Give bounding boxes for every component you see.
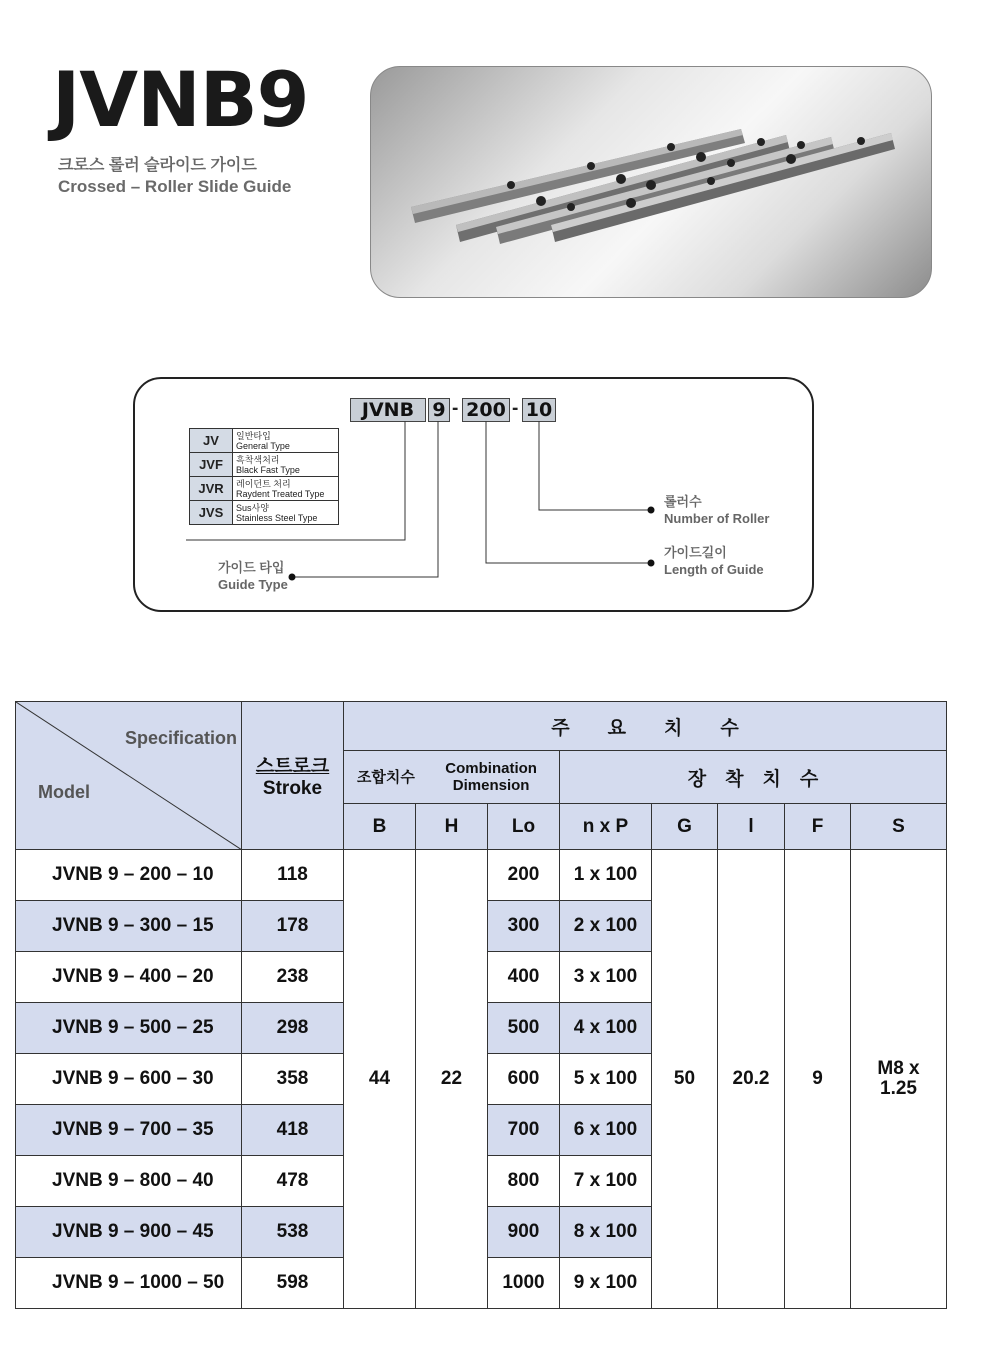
- lo-cell: 200: [488, 850, 560, 901]
- model-cell: JVNB 9 – 300 – 15: [16, 901, 242, 952]
- lo-cell: 600: [488, 1054, 560, 1105]
- stroke-cell: 238: [242, 952, 344, 1003]
- stroke-cell: 178: [242, 901, 344, 952]
- model-cell: JVNB 9 – 900 – 45: [16, 1207, 242, 1258]
- diagonal-divider: [16, 702, 242, 850]
- type-code: JV: [190, 429, 233, 453]
- type-row: [190, 453, 339, 477]
- table-row: [16, 850, 947, 901]
- stroke-cell: 478: [242, 1156, 344, 1207]
- code-size: 9: [428, 398, 450, 422]
- model-cell: JVNB 9 – 400 – 20: [16, 952, 242, 1003]
- nxp-cell: 6 x 100: [560, 1105, 652, 1156]
- subtitle-english: Crossed – Roller Slide Guide: [58, 177, 292, 196]
- specification-table: [15, 701, 947, 1309]
- col-g: G: [652, 804, 718, 850]
- col-f: F: [785, 804, 851, 850]
- model-label: Model: [38, 782, 90, 802]
- model-cell: JVNB 9 – 200 – 10: [16, 850, 242, 901]
- type-desc: 레이던트 처리 Raydent Treated Type: [233, 477, 339, 501]
- spec-label: Specification: [124, 728, 237, 748]
- nxp-cell: 1 x 100: [560, 850, 652, 901]
- stroke-cell: 358: [242, 1054, 344, 1105]
- main-dimensions-header: 주 요 치 수: [344, 702, 947, 751]
- s-value: M8 x 1.25: [851, 850, 947, 1309]
- col-b: B: [344, 804, 416, 850]
- stroke-cell: 298: [242, 1003, 344, 1054]
- h-value: 22: [416, 850, 488, 1309]
- stroke-cell: 118: [242, 850, 344, 901]
- code-series: JVNB: [350, 398, 426, 422]
- guide-type-table: [189, 428, 339, 525]
- col-s: S: [851, 804, 947, 850]
- type-desc: 일반타입 General Type: [233, 429, 339, 453]
- type-code: JVR: [190, 477, 233, 501]
- model-cell: JVNB 9 – 500 – 25: [16, 1003, 242, 1054]
- l-value: 20.2: [718, 850, 785, 1309]
- lo-cell: 500: [488, 1003, 560, 1054]
- col-h: H: [416, 804, 488, 850]
- page-title: JVNB9: [52, 55, 309, 144]
- type-code: JVS: [190, 501, 233, 525]
- guide-type-label: 가이드 타입 Guide Type: [218, 560, 288, 592]
- lo-cell: 900: [488, 1207, 560, 1258]
- nxp-cell: 3 x 100: [560, 952, 652, 1003]
- g-value: 50: [652, 850, 718, 1309]
- stroke-cell: 538: [242, 1207, 344, 1258]
- type-desc: Sus사양 Stainless Steel Type: [233, 501, 339, 525]
- code-separator: -: [512, 398, 519, 419]
- stroke-cell: 418: [242, 1105, 344, 1156]
- code-separator: -: [452, 398, 459, 419]
- col-nxp: n x P: [560, 804, 652, 850]
- col-lo: Lo: [488, 804, 560, 850]
- f-value: 9: [785, 850, 851, 1309]
- model-cell: JVNB 9 – 600 – 30: [16, 1054, 242, 1105]
- nxp-cell: 5 x 100: [560, 1054, 652, 1105]
- lo-cell: 700: [488, 1105, 560, 1156]
- code-rollers: 10: [522, 398, 556, 422]
- type-row: [190, 501, 339, 525]
- guide-length-label: 가이드길이 Length of Guide: [664, 545, 764, 577]
- subtitle-korean: 크로스 롤러 슬라이드 가이드: [58, 157, 257, 174]
- code-length: 200: [462, 398, 510, 422]
- type-row: [190, 477, 339, 501]
- nxp-cell: 8 x 100: [560, 1207, 652, 1258]
- nxp-cell: 9 x 100: [560, 1258, 652, 1309]
- lo-cell: 400: [488, 952, 560, 1003]
- nxp-cell: 4 x 100: [560, 1003, 652, 1054]
- type-row: [190, 429, 339, 453]
- lo-cell: 800: [488, 1156, 560, 1207]
- model-cell: JVNB 9 – 700 – 35: [16, 1105, 242, 1156]
- nxp-cell: 7 x 100: [560, 1156, 652, 1207]
- combination-header: 조합치수 Combination Dimension: [344, 751, 560, 804]
- roller-count-label: 롤러수 Number of Roller: [664, 494, 770, 526]
- col-l: l: [718, 804, 785, 850]
- model-cell: JVNB 9 – 800 – 40: [16, 1156, 242, 1207]
- model-cell: JVNB 9 – 1000 – 50: [16, 1258, 242, 1309]
- type-code: JVF: [190, 453, 233, 477]
- lo-cell: 1000: [488, 1258, 560, 1309]
- model-spec-header: [16, 702, 242, 850]
- stroke-cell: 598: [242, 1258, 344, 1309]
- stroke-header: 스트로크 Stroke: [242, 702, 344, 850]
- b-value: 44: [344, 850, 416, 1309]
- lo-cell: 300: [488, 901, 560, 952]
- mounting-header: 장 착 치 수: [560, 751, 947, 804]
- nxp-cell: 2 x 100: [560, 901, 652, 952]
- header-row-1: [16, 702, 947, 751]
- type-desc: 흑착색처리 Black Fast Type: [233, 453, 339, 477]
